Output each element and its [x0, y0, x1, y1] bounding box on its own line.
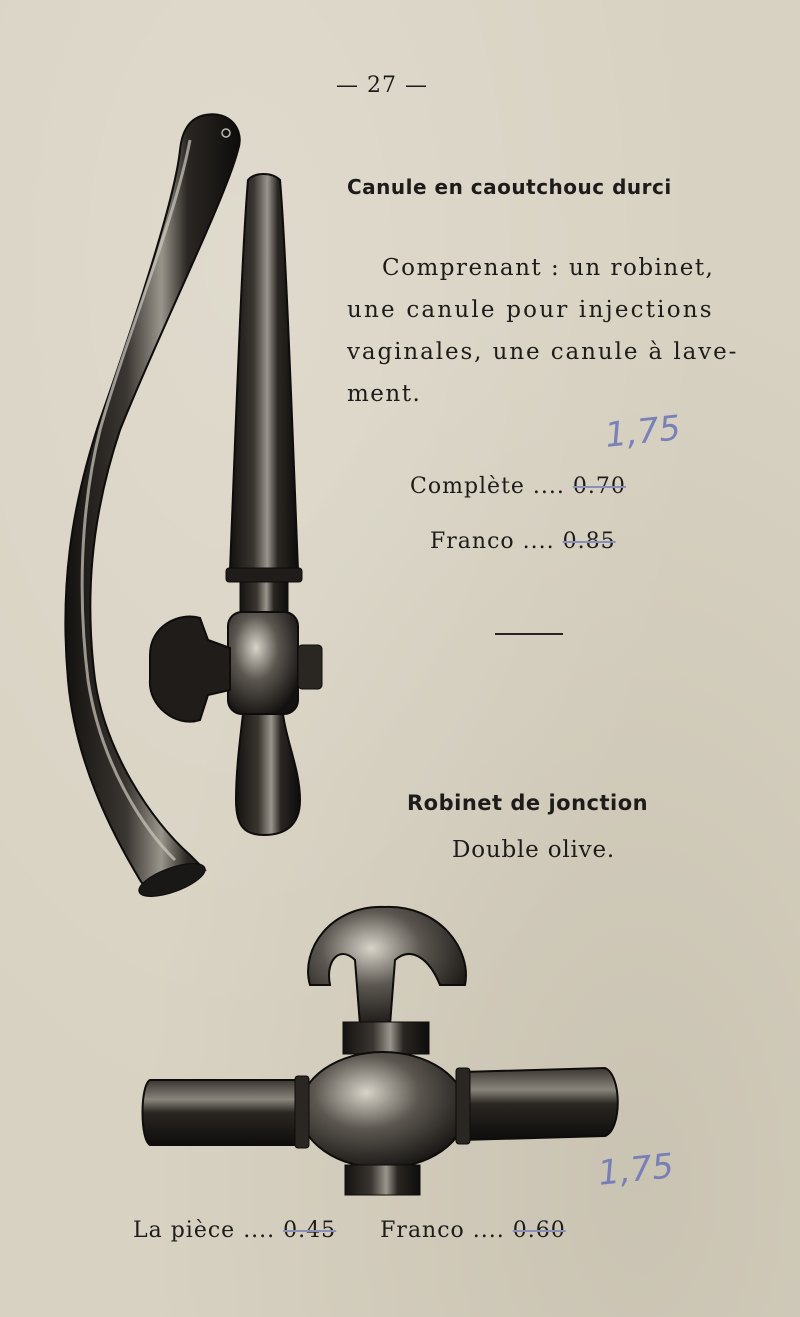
franco-label: Franco ....: [430, 529, 555, 554]
piece-label: La pièce ....: [133, 1218, 276, 1243]
franco-price: 0.85: [562, 529, 616, 554]
piece-price: 0.45: [283, 1218, 337, 1243]
section-divider: [495, 633, 563, 635]
handwritten-price-annotation-2: 1,75: [596, 1146, 676, 1194]
long-cannula-illustration: [65, 114, 239, 903]
complete-price: 0.70: [572, 474, 626, 499]
robinet-price-line: [133, 1218, 566, 1243]
page-number: — 27 —: [336, 73, 428, 98]
junction-tap-illustration: [143, 907, 618, 1195]
robinet-franco-price: 0.60: [512, 1218, 566, 1243]
canule-description-line-4: ment.: [347, 381, 422, 407]
robinet-title: Robinet de jonction: [407, 791, 649, 815]
handwritten-price-annotation: 1,75: [603, 408, 683, 456]
robinet-subtitle: Double olive.: [452, 837, 615, 863]
canule-description-line-1: Comprenant : un robinet,: [382, 255, 715, 281]
canule-description-line-2: une canule pour injections: [347, 297, 714, 323]
canule-title: Canule en caoutchouc durci: [347, 175, 672, 199]
franco-price-line: [430, 529, 616, 554]
robinet-franco-label: Franco ....: [380, 1218, 505, 1243]
complete-price-line: [410, 474, 626, 499]
canule-description-line-3: vaginales, une canule à lave-: [347, 339, 739, 365]
complete-label: Complète ....: [410, 474, 565, 499]
